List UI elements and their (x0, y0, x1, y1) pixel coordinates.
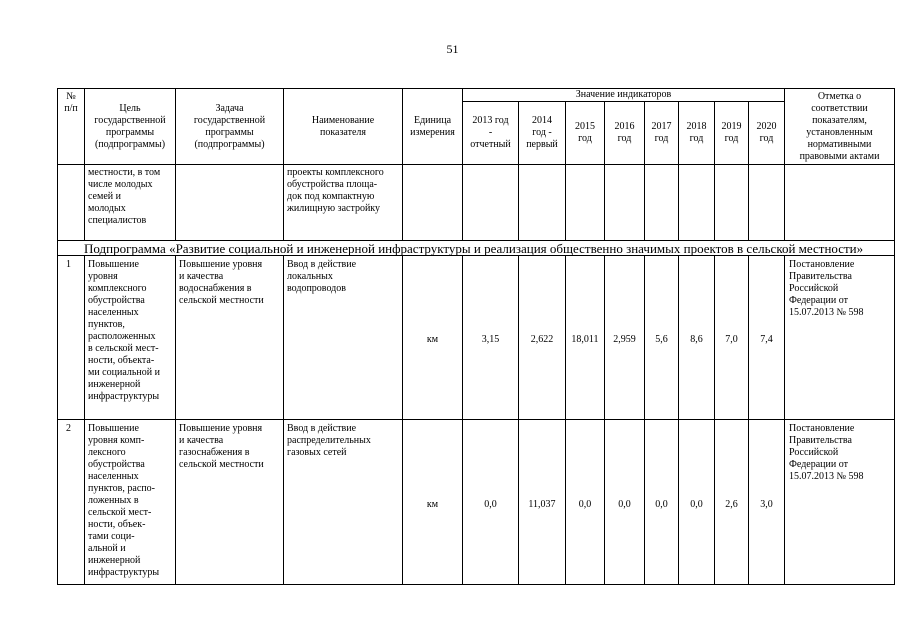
page-number: 51 (446, 42, 459, 56)
row1-indicator: Ввод в действие локальных водопроводов (287, 259, 357, 294)
col-divider (84, 255, 85, 585)
header-year-2013: 2013 год - отчетный (470, 115, 511, 150)
header-note: Отметка о соответствии показателям, установленным нормативными правовыми актами (799, 91, 880, 162)
row1-value-2014: 2,622 (530, 334, 554, 345)
row1-value-2015: 18,011 (571, 334, 599, 345)
row2-note: Постановление Правительства Российской Федерации от 15.07.2013 № 598 (789, 423, 864, 482)
header-values-group: Значение индикаторов (575, 89, 672, 100)
row1-num: 1 (66, 259, 71, 270)
row1-value-2020: 7,4 (760, 334, 773, 345)
row-divider (462, 101, 784, 102)
col-divider (565, 255, 566, 585)
row2-value-2019: 2,6 (725, 499, 738, 510)
row1-value-2016: 2,959 (613, 334, 636, 345)
col-divider (678, 255, 679, 585)
row2-unit: км (426, 499, 439, 510)
row2-value-2013: 0,0 (484, 499, 497, 510)
row1-value-2017: 5,6 (655, 334, 668, 345)
row2-value-2015: 0,0 (578, 499, 592, 510)
row1-note: Постановление Правительства Российской Федерации от 15.07.2013 № 598 (789, 259, 864, 318)
row2-goal: Повышение уровня комп- лексного обустройства населенных пунктов, распо- ложенных в сельской мест- ности, объек- тами соци- альной и инженерной инфраструктуры (88, 423, 160, 578)
header-indicator: Наименование показателя (311, 115, 375, 138)
header-year-2018: 2018 год (686, 121, 707, 144)
header-num: № п/п (64, 91, 78, 114)
row1-value-2019: 7,0 (725, 334, 738, 345)
col-divider (748, 255, 749, 585)
row2-num: 2 (66, 423, 71, 434)
header-year-2019: 2019 год (721, 121, 742, 144)
col-divider (402, 255, 403, 585)
row1-goal: Повышение уровня комплексного обустройства населенных пунктов, расположенных в сельской мест- ности, объекта- ми социальной и инженерной инфраструктуры (88, 259, 160, 402)
subprogram-title: Подпрограмма «Развитие социальной и инженерной инфраструктуры и реализация общественно значимых проектов в сельской местности» (84, 241, 864, 256)
header-goal: Цель государственной программы (подпрограммы) (94, 103, 166, 150)
row2-value-2017: 0,0 (655, 499, 668, 510)
col-divider (175, 255, 176, 585)
col-divider (518, 255, 519, 585)
row-divider (58, 164, 894, 165)
continuation-goal: местности, в том числе молодых семей и молодых специалистов (88, 167, 161, 226)
col-divider (283, 255, 284, 585)
header-year-2016: 2016 год (614, 121, 635, 144)
row2-value-2014: 11,037 (528, 499, 556, 510)
header-unit: Единица измерения (410, 115, 455, 138)
row1-task: Повышение уровня и качества водоснабжения в сельской местности (179, 259, 264, 306)
row1-value-2013: 3,15 (481, 334, 500, 345)
row-divider (58, 419, 894, 420)
header-year-2014: 2014 год - первый (526, 115, 558, 150)
row1-value-2018: 8,6 (690, 334, 703, 345)
row2-value-2016: 0,0 (618, 499, 631, 510)
header-year-2015: 2015 год (575, 121, 595, 144)
col-divider (644, 255, 645, 585)
col-divider (714, 255, 715, 585)
col-divider (462, 255, 463, 585)
row2-value-2020: 3,0 (760, 499, 773, 510)
col-divider (604, 255, 605, 585)
indicators-table (57, 88, 895, 585)
row1-unit: км (426, 334, 439, 345)
header-year-2020: 2020 год (756, 121, 777, 144)
row2-value-2018: 0,0 (690, 499, 703, 510)
row2-indicator: Ввод в действие распределительных газовых сетей (287, 423, 371, 458)
row2-task: Повышение уровня и качества газоснабжения в сельской местности (179, 423, 264, 470)
col-divider (784, 255, 785, 585)
header-task: Задача государственной программы (подпрограммы) (193, 103, 266, 150)
continuation-indicator: проекты комплексного обустройства площа- док под компактную жилищную застройку (287, 167, 384, 214)
header-year-2017: 2017 год (651, 121, 672, 144)
